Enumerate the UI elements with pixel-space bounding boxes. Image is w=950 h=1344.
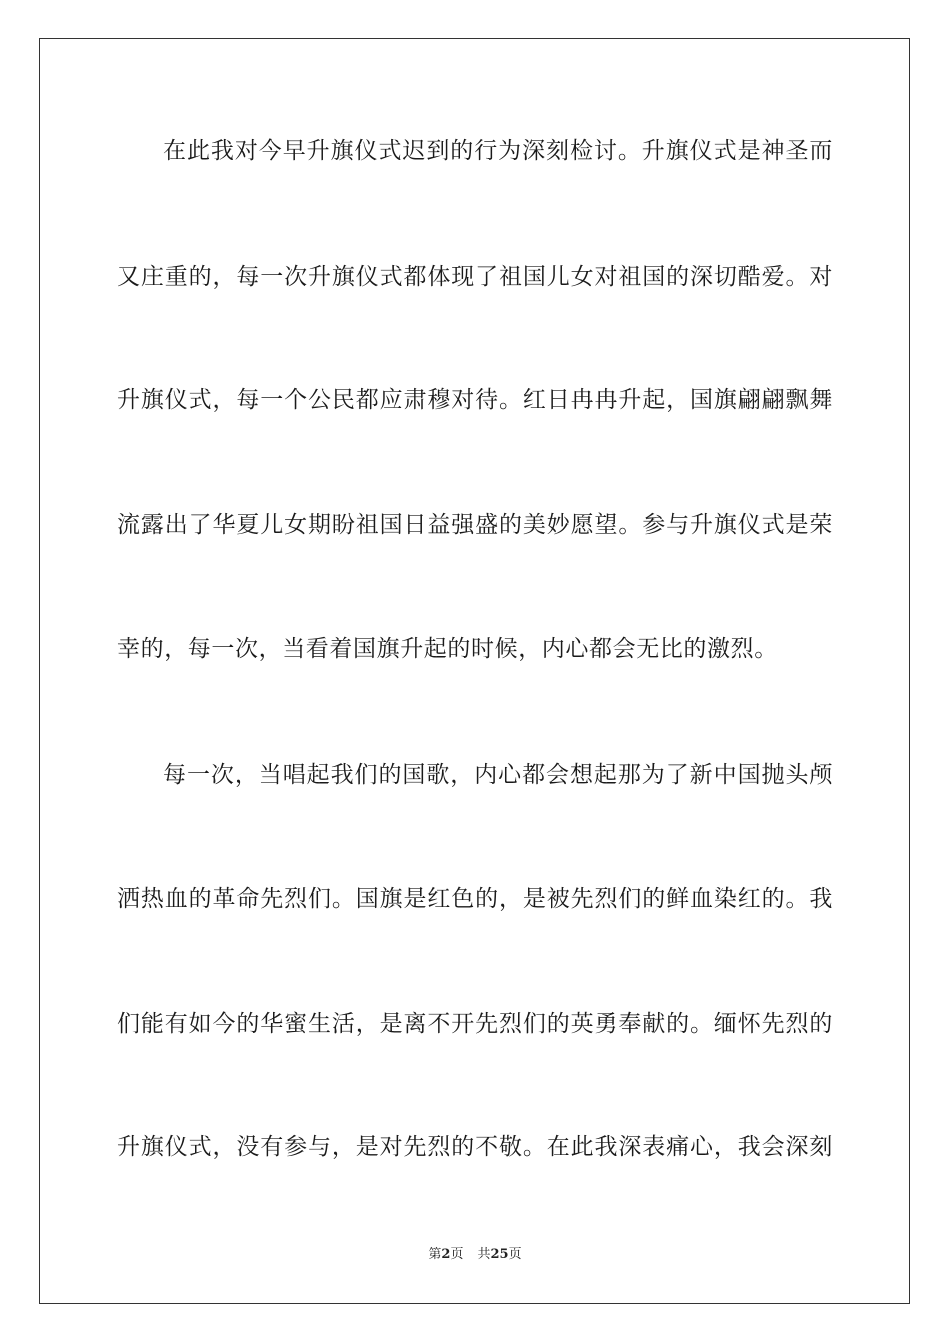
page-footer [0,1246,950,1264]
paragraph-1-line-1: 在此我对今早升旗仪式迟到的行为深刻检讨。升旗仪式是神圣而 [163,138,833,164]
page-suffix: 页 [450,1247,464,1262]
paragraph-2-line-1: 每一次，当唱起我们的国歌，内心都会想起那为了新中国抛头颅 [163,762,833,788]
paragraph-1-line-3: 升旗仪式，每一个公民都应肃穆对待。红日冉冉升起，国旗翩翩飘舞 [117,387,833,413]
page-number: 2 [441,1247,451,1262]
paragraph-1-line-4: 流露出了华夏儿女期盼祖国日益强盛的美妙愿望。参与升旗仪式是荣 [117,512,833,538]
page-border [39,38,910,1304]
paragraph-2-line-2: 洒热血的革命先烈们。国旗是红色的，是被先烈们的鲜血染红的。我 [117,886,833,912]
total-pages: 25 [490,1247,509,1262]
total-suffix: 页 [508,1247,522,1262]
paragraph-1-line-2: 又庄重的，每一次升旗仪式都体现了祖国儿女对祖国的深切酷爱。对 [117,264,833,290]
paragraph-2-line-3: 们能有如今的华蜜生活，是离不开先烈们的英勇奉献的。缅怀先烈的 [117,1011,833,1037]
page-prefix: 第 [428,1247,442,1262]
paragraph-1-line-5: 幸的，每一次，当看着国旗升起的时候，内心都会无比的激烈。 [117,636,778,662]
paragraph-2-line-4: 升旗仪式，没有参与，是对先烈的不敬。在此我深表痛心，我会深刻 [117,1134,833,1160]
total-prefix: 共 [477,1247,491,1262]
